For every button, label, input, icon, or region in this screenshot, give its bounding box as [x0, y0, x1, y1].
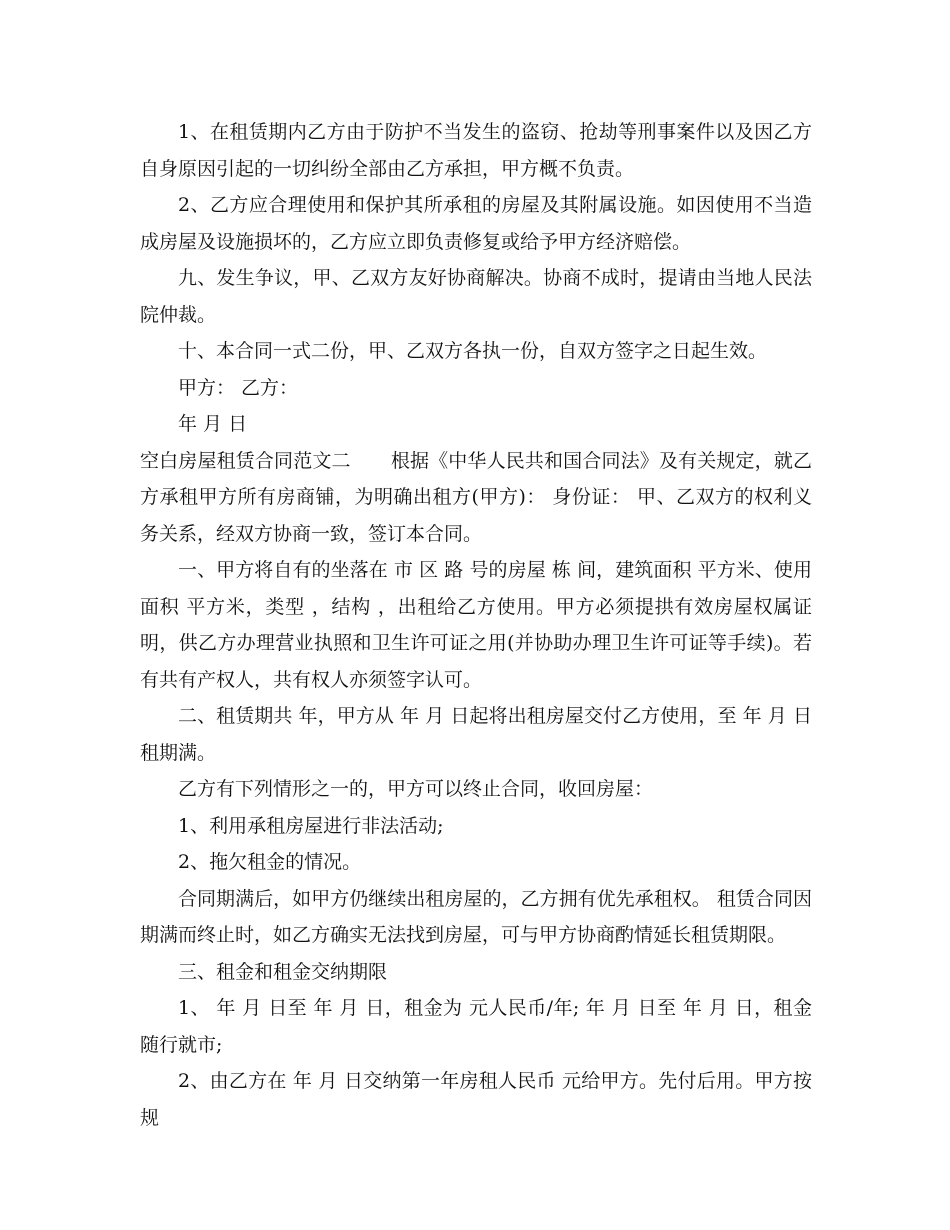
section-2-intro: 根据《中华人民共和国合同法》及有关规定，就乙方承租甲方所有房商铺，为明确出租方(甲方)： 身份证： 甲、乙双方的权利义务关系，经双方协商一致，签订本合同。 — [140, 449, 812, 545]
paragraph-renewal: 合同期满后，如甲方仍继续出租房屋的，乙方拥有优先承租权。 租赁合同因期满而终止时，如乙方确实无法找到房屋，可与甲方协商酌情延长租赁期限。 — [140, 887, 812, 946]
paragraph-article-3: 三、租金和租金交纳期限 — [178, 960, 388, 983]
paragraph-rent-item-2: 2、由乙方在 年 月 日交纳第一年房租人民币 元给甲方。先付后用。甲方按规 — [140, 1070, 812, 1129]
paragraph-article-2: 二、租赁期共 年，甲方从 年 月 日起将出租房屋交付乙方使用，至 年 月 日租期满。 — [140, 705, 812, 764]
paragraph-article-10: 十、本合同一式二份，甲、乙双方各执一份，自双方签字之日起生效。 — [178, 340, 768, 362]
signature-parties: 甲方： 乙方： — [178, 376, 299, 399]
paragraph-article-9: 九、发生争议，甲、乙双方友好协商解决。协商不成时，提请由当地人民法院仲裁。 — [140, 267, 812, 326]
paragraph-rent-item-1: 1、 年 月 日至 年 月 日，租金为 元人民币/年; 年 月 日至 年 月 日，租金随行就市; — [140, 997, 812, 1056]
signature-date: 年 月 日 — [178, 413, 248, 435]
paragraph-clause-1: 1、在租赁期内乙方由于防护不当发生的盗窃、抢劫等刑事案件以及因乙方自身原因引起的一切纠纷全部由乙方承担，甲方概不负责。 — [140, 121, 812, 180]
section-2-intro-paragraph — [140, 443, 812, 553]
document-body — [140, 114, 812, 1136]
paragraph-clause-2: 2、乙方应合理使用和保护其所承租的房屋及其附属设施。如因使用不当造成房屋及设施损坏的，乙方应立即负责修复或给予甲方经济赔偿。 — [140, 194, 812, 253]
paragraph-termination-item-2: 2、拖欠租金的情况。 — [178, 851, 362, 873]
section-2-title: 空白房屋租赁合同范文二 — [140, 449, 351, 472]
paragraph-article-1: 一、甲方将自有的坐落在 市 区 路 号的房屋 栋 间，建筑面积 平方米、使用面积 平方米，类型 ，结构 ，出租给乙方使用。甲方必须提拱有效房屋权属证明，供乙方办理营业执照和卫生许可证之用(并协助办理卫生许可证等手续)。若有共有产权人，共有权人亦须签字认可。 — [140, 559, 812, 691]
paragraph-termination-item-1: 1、利用承租房屋进行非法活动; — [178, 814, 444, 837]
paragraph-termination: 乙方有下列情形之一的，甲方可以终止合同，收回房屋： — [178, 778, 654, 800]
